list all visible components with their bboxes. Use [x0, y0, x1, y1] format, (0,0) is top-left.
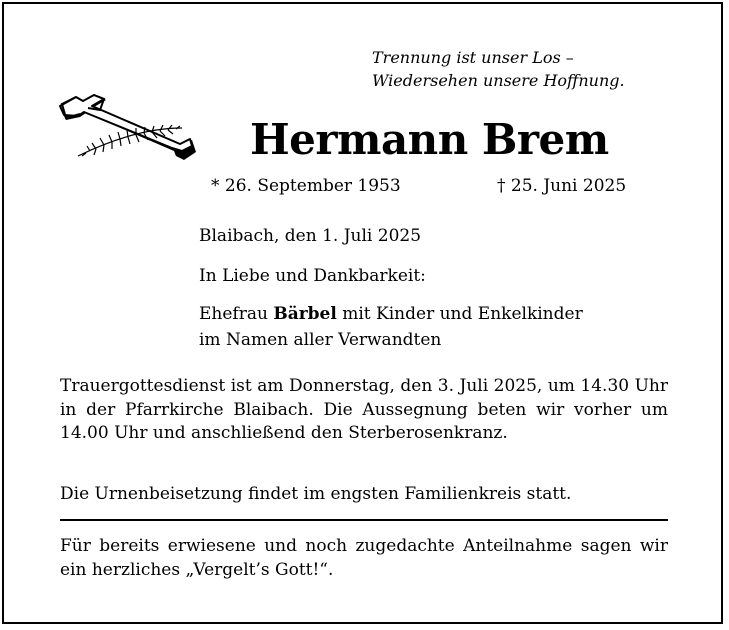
urn-paragraph: Die Urnenbeisetzung findet im engsten Familienkreis statt.: [60, 484, 572, 504]
family-line-2: im Namen aller Verwandten: [199, 330, 442, 350]
cross-with-palm-icon: [56, 94, 198, 164]
family-line-1: [199, 302, 583, 326]
spouse-name: Bärbel: [273, 304, 337, 324]
divider: [60, 519, 668, 521]
quote-line-1: Trennung ist unser Los –: [372, 48, 574, 67]
place-date: Blaibach, den 1. Juli 2025: [199, 226, 422, 246]
thanks-line: In Liebe und Dankbarkeit:: [199, 266, 426, 286]
quote: [372, 46, 625, 92]
family-prefix: Ehefrau: [199, 304, 274, 324]
quote-line-2: Wiedersehen unsere Hoffnung.: [372, 71, 625, 90]
service-paragraph: Trauergottesdienst ist am Donnerstag, den 3. Juli 2025, um 14.30 Uhr in der Pfarrkirche Blaibach. Die Aussegnung beten wir vorher um 14.00 Uhr und anschließend den Sterberosenkranz.: [60, 376, 668, 443]
deceased-name: Hermann Brem: [250, 115, 609, 164]
death-date: † 25. Juni 2025: [497, 176, 627, 196]
closing-paragraph: Für bereits erwiesene und noch zugedachte Anteilnahme sagen wir ein herzliches „Vergelt’s Gott!“.: [60, 536, 668, 580]
birth-date: * 26. September 1953: [211, 176, 401, 196]
family-suffix: mit Kinder und Enkelkinder: [336, 304, 583, 324]
